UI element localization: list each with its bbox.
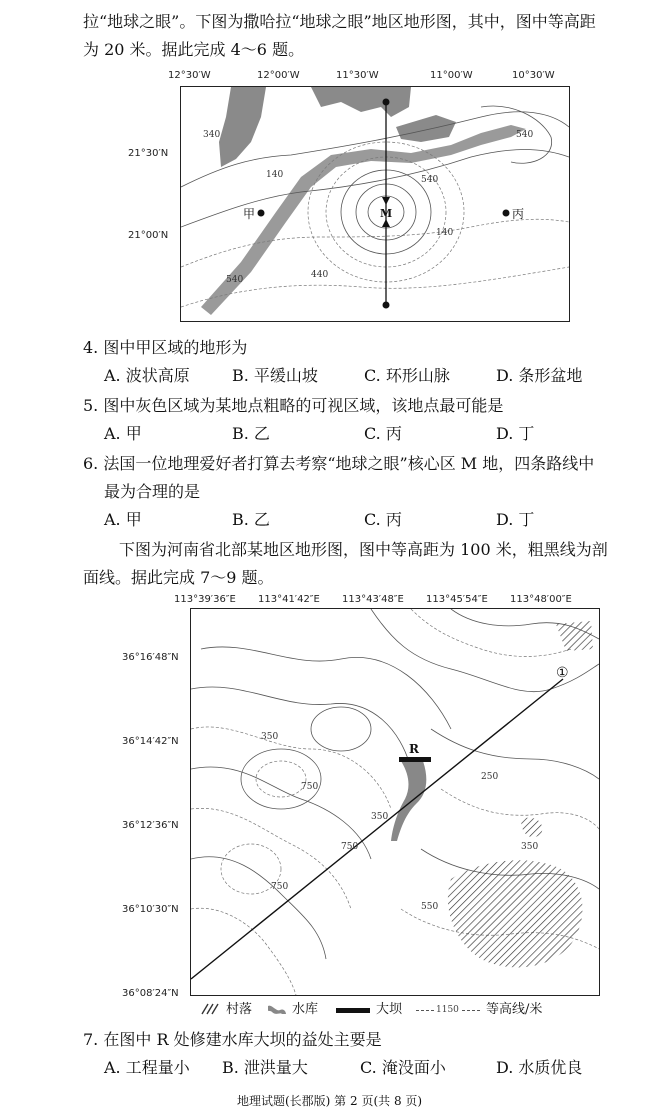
contour-label: 540 [226,275,244,285]
contour-label: 140 [436,228,454,238]
map2-legend [200,1000,600,1022]
q6-option-b[interactable]: B. 乙 [232,510,270,529]
contour-label: 550 [421,902,439,912]
intro-line-2: 为 20 米。据此完成 4～6 题。 [83,40,305,59]
contour-label: 750 [341,842,359,852]
contour-label: 540 [421,175,439,185]
sahara-eye-map [180,86,570,322]
reservoir [391,761,426,841]
map1-lat-label: 21°30′N [128,148,169,159]
q7-option-a[interactable]: A. 工程量小 [104,1058,190,1077]
q6-stem-2: 最为合理的是 [104,482,201,501]
intro2-line-2: 面线。据此完成 7～9 题。 [83,568,274,587]
q7-option-d[interactable]: D. 水质优良 [496,1058,583,1077]
dam-legend-icon [336,1008,370,1013]
contour-label: 140 [266,170,284,180]
contour-label: 750 [271,882,289,892]
visible-area-north [311,87,411,117]
label-bing: 丙 [512,207,525,221]
q4-stem: 4. 图中甲区域的地形为 [83,338,248,357]
section-line-label: ① [556,665,569,681]
contour-label: 350 [521,842,539,852]
q4-option-d[interactable]: D. 条形盆地 [496,366,583,385]
map1-lat-label: 21°00′N [128,230,169,241]
point-bing [503,210,510,217]
village-area [556,621,593,651]
q5-option-d[interactable]: D. 丁 [496,424,535,443]
sahara-eye-map-graphic [181,87,569,321]
q5-stem: 5. 图中灰色区域为某地点粗略的可视区域，该地点最可能是 [83,396,504,415]
map1-lon-label: 11°30′W [336,70,379,81]
map2-lon-label: 113°45′54″E [426,594,488,605]
intro-line-1: 拉“地球之眼”。下图为撒哈拉“地球之眼”地区地形图，其中，图中等高距 [83,12,596,31]
henan-terrain-map-graphic [191,609,599,995]
page-footer: 地理试题(长郡版) 第 2 页(共 8 页) [237,1094,423,1108]
legend-reservoir: 水库 [292,1002,319,1017]
contour-label: 540 [516,130,534,140]
visible-area-west [219,87,266,167]
village-area [448,860,583,967]
q6-option-d[interactable]: D. 丁 [496,510,535,529]
map2-lon-label: 113°39′36″E [174,594,236,605]
village-area [521,818,542,838]
legend-dam: 大坝 [376,1002,403,1017]
q6-option-a[interactable]: A. 甲 [104,510,142,529]
q5-option-c[interactable]: C. 丙 [364,424,402,443]
map2-lon-label: 113°41′42″E [258,594,320,605]
q6-option-c[interactable]: C. 丙 [364,510,402,529]
reservoir-legend-icon [266,1002,288,1016]
map1-lon-label: 11°00′W [430,70,473,81]
henan-terrain-map [190,608,600,996]
map2-lat-label: 36°08′24″N [122,988,179,999]
map2-lon-label: 113°43′48″E [342,594,404,605]
contour-legend-icon [416,1010,434,1011]
q4-option-a[interactable]: A. 波状高原 [104,366,190,385]
dam-label: R [409,742,419,756]
map1-lon-label: 10°30′W [512,70,555,81]
q7-stem: 7. 在图中 R 处修建水库大坝的益处主要是 [83,1030,382,1049]
map2-lat-label: 36°10′30″N [122,904,179,915]
legend-village: 村落 [226,1002,253,1017]
map2-lat-label: 36°16′48″N [122,652,179,663]
q5-option-a[interactable]: A. 甲 [104,424,142,443]
contour-label: 440 [311,270,329,280]
q4-option-b[interactable]: B. 平缓山坡 [232,366,318,385]
q4-option-c[interactable]: C. 环形山脉 [364,366,450,385]
contour-label: 250 [481,772,499,782]
visible-area-east [396,115,456,142]
q7-option-c[interactable]: C. 淹没面小 [360,1058,446,1077]
dam-r [399,757,431,762]
point-ding [383,99,390,106]
contour-label: 350 [261,732,279,742]
contour-legend-icon [462,1010,480,1011]
contour-label: 340 [203,130,221,140]
point-jia [258,210,265,217]
label-m: M [380,207,393,220]
intro2-line-1: 下图为河南省北部某地区地形图，图中等高距为 100 米，粗黑线为剖 [119,540,608,559]
q6-stem-1: 6. 法国一位地理爱好者打算去考察“地球之眼”核心区 M 地，四条路线中 [83,454,595,473]
map1-lon-label: 12°30′W [168,70,211,81]
point-yi [383,302,390,309]
contour-label: 350 [371,812,389,822]
label-jia: 甲 [243,207,256,221]
map2-lat-label: 36°14′42″N [122,736,179,747]
village-legend-icon [200,1002,222,1016]
legend-contour-sample: 1150 [436,1005,459,1015]
q7-option-b[interactable]: B. 泄洪量大 [222,1058,308,1077]
map1-lon-label: 12°00′W [257,70,300,81]
legend-contour: 等高线/米 [486,1002,543,1017]
contour-label: 750 [301,782,319,792]
map2-lat-label: 36°12′36″N [122,820,179,831]
map2-lon-label: 113°48′00″E [510,594,572,605]
q5-option-b[interactable]: B. 乙 [232,424,270,443]
